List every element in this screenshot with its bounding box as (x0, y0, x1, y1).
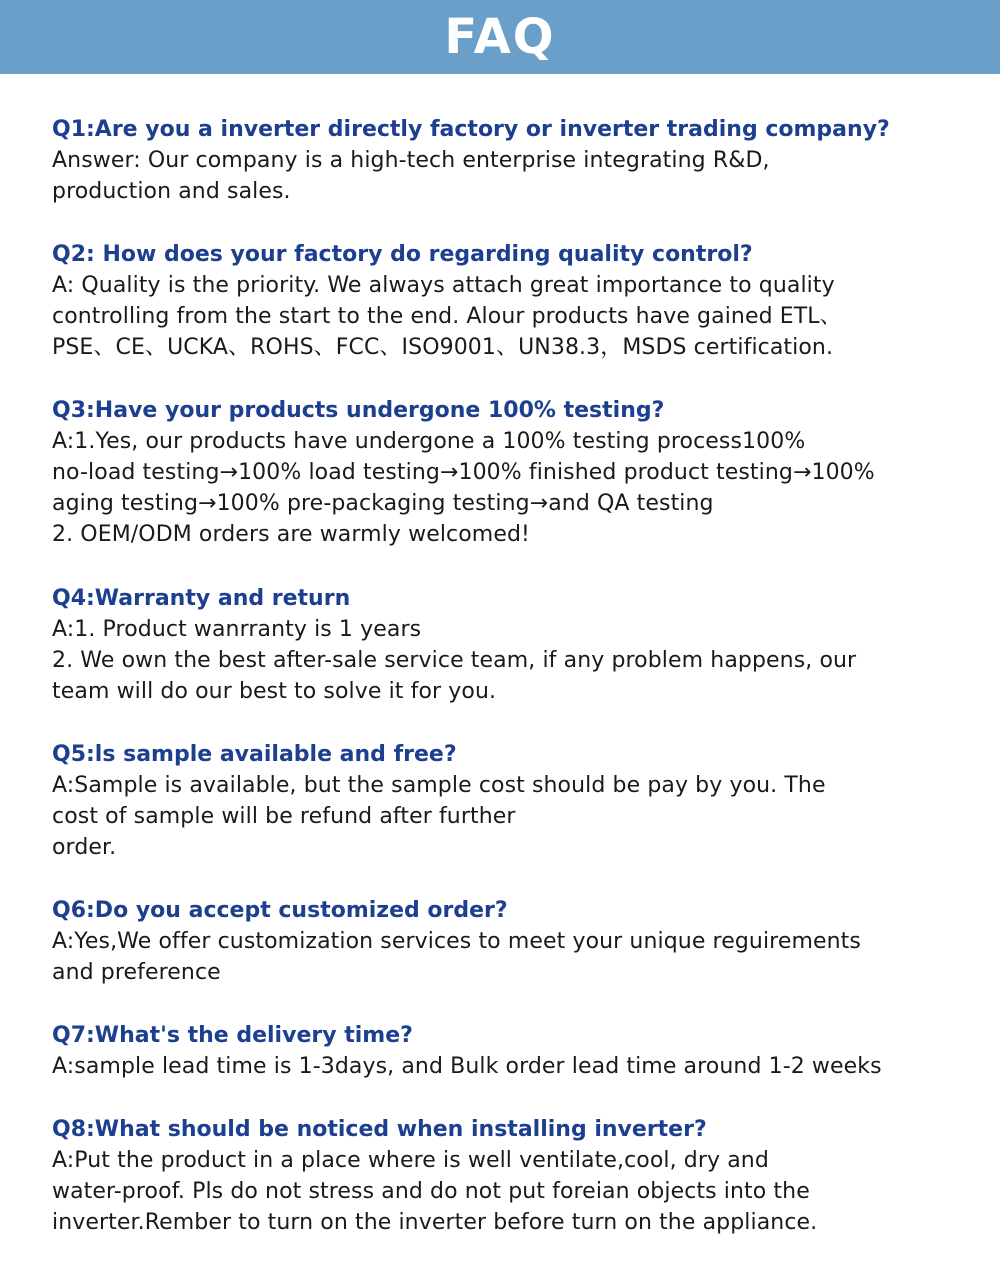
faq-answer-line: A:Sample is available, but the sample cost should be pay by you. The (52, 773, 826, 798)
faq-question: Q5:ls sample available and free? (52, 742, 457, 767)
faq-answer-line: A: Quality is the priority. We always attach great importance to quality (52, 273, 835, 298)
page-title: FAQ (444, 9, 556, 65)
faq-question: Q8:What should be noticed when installing inverter? (52, 1117, 707, 1142)
faq-item-q6 (52, 895, 987, 988)
faq-answer-line: cost of sample will be refund after further (52, 804, 516, 829)
faq-answer-line: controlling from the start to the end. Alour products have gained ETL、 (52, 304, 842, 329)
faq-answer-line: water-proof. Pls do not stress and do not put foreian objects into the (52, 1179, 810, 1204)
faq-question: Q7:What's the delivery time? (52, 1023, 413, 1048)
faq-answer-line: A:1.Yes, our products have undergone a 100% testing process100% (52, 429, 806, 454)
faq-item-q3 (52, 395, 987, 550)
faq-answer-line: PSE、CE、UCKA、ROHS、FCC、ISO9001、UN38.3，MSDS certification. (52, 335, 834, 360)
faq-question: Q3:Have your products undergone 100% testing? (52, 398, 665, 423)
faq-answer-line: and preference (52, 960, 221, 985)
faq-item-q1 (52, 114, 987, 207)
faq-question: Q2: How does your factory do regarding quality control? (52, 242, 753, 267)
faq-item-q8 (52, 1114, 987, 1238)
faq-answer-line: A:sample lead time is 1-3days, and Bulk order lead time around 1-2 weeks (52, 1054, 882, 1079)
faq-answer-line: A:Yes,We offer customization services to meet your unique reguirements (52, 929, 861, 954)
faq-answer-line: Answer: Our company is a high-tech enterprise integrating R&D, (52, 148, 770, 173)
faq-answer-line: A:Put the product in a place where is well ventilate,cool, dry and (52, 1148, 769, 1173)
faq-answer-line: inverter.Rember to turn on the inverter before turn on the appliance. (52, 1210, 818, 1235)
faq-item-q5 (52, 739, 987, 863)
faq-answer-line: 2. We own the best after-sale service team, if any problem happens, our (52, 648, 857, 673)
faq-item-q7 (52, 1020, 987, 1082)
faq-question: Q6:Do you accept customized order? (52, 898, 508, 923)
faq-answer-line: aging testing→100% pre-packaging testing→and QA testing (52, 491, 714, 516)
faq-answer-line: 2. OEM/ODM orders are warmly welcomed! (52, 522, 530, 547)
faq-item-q4 (52, 583, 987, 707)
faq-question: Q1:Are you a inverter directly factory or inverter trading company? (52, 117, 890, 142)
faq-answer-line: no-load testing→100% load testing→100% finished product testing→100% (52, 460, 875, 485)
faq-header (0, 0, 1000, 74)
faq-answer-line: production and sales. (52, 179, 291, 204)
faq-item-q2 (52, 239, 987, 363)
faq-answer-line: team will do our best to solve it for you. (52, 679, 497, 704)
faq-question: Q4:Warranty and return (52, 586, 351, 611)
faq-answer-line: A:1. Product wanrranty is 1 years (52, 617, 422, 642)
faq-answer-line: order. (52, 835, 117, 860)
